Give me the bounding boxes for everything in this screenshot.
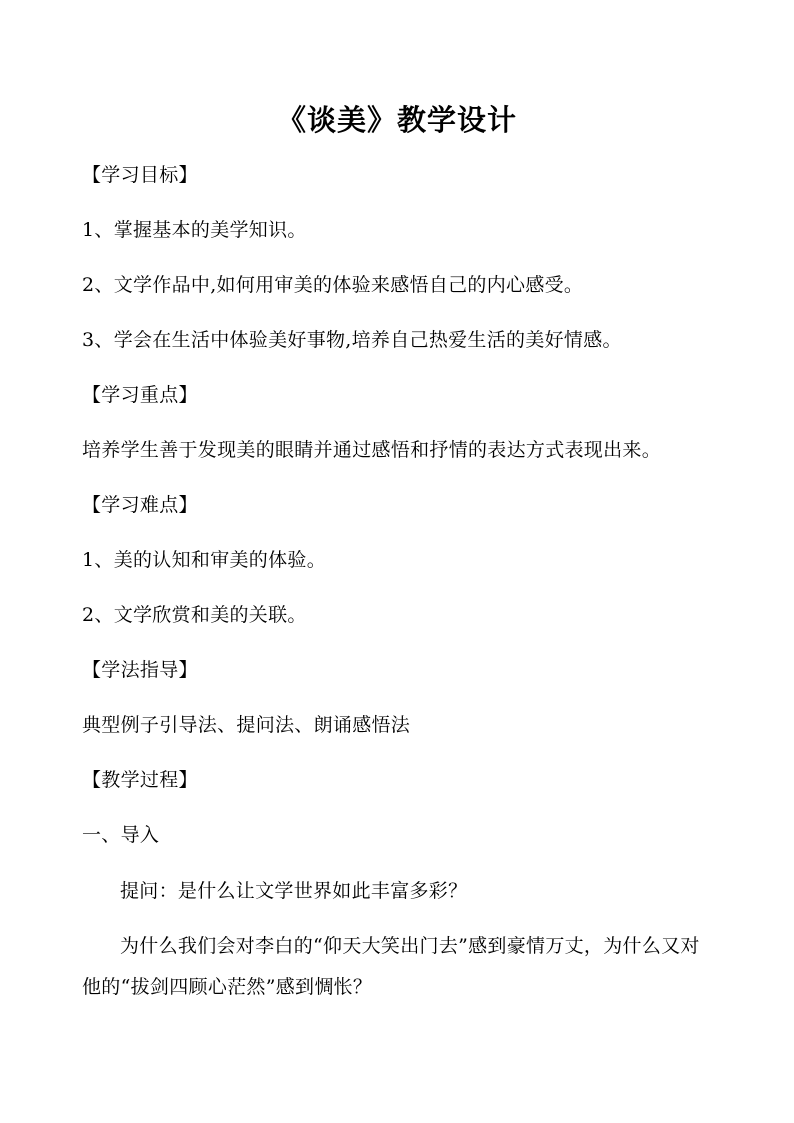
section-heading-key-points: 【学习重点】 [82,384,198,406]
section-heading-method-guidance: 【学法指导】 [82,659,198,681]
method-text: 典型例子引导法、提问法、朗诵感悟法 [82,714,411,736]
intro-paragraph-line-1: 为什么我们会对李白的“仰天大笑出门去”感到豪情万丈，为什么又对 [120,935,700,957]
goal-item-1: 1、掌握基本的美学知识。 [82,219,307,241]
difficulty-item-1: 1、美的认知和审美的体验。 [82,549,326,571]
section-heading-teaching-process: 【教学过程】 [82,769,198,791]
process-step-intro: 一、导入 [82,824,160,846]
section-heading-learning-goals: 【学习目标】 [82,164,198,186]
document-title: 《谈美》教学设计 [276,103,517,137]
section-heading-difficulties: 【学习难点】 [82,494,198,516]
key-point-text: 培养学生善于发现美的眼睛并通过感悟和抒情的表达方式表现出来。 [82,439,662,461]
intro-question: 提问：是什么让文学世界如此丰富多彩？ [120,880,468,902]
intro-paragraph-line-2: 他的“拔剑四顾心茫然”感到惆怅？ [82,976,373,998]
goal-item-2: 2、文学作品中,如何用审美的体验来感悟自己的内心感受。 [82,274,584,296]
difficulty-item-2: 2、文学欣赏和美的关联。 [82,604,307,626]
goal-item-3: 3、学会在生活中体验美好事物,培养自己热爱生活的美好情感。 [82,329,622,351]
